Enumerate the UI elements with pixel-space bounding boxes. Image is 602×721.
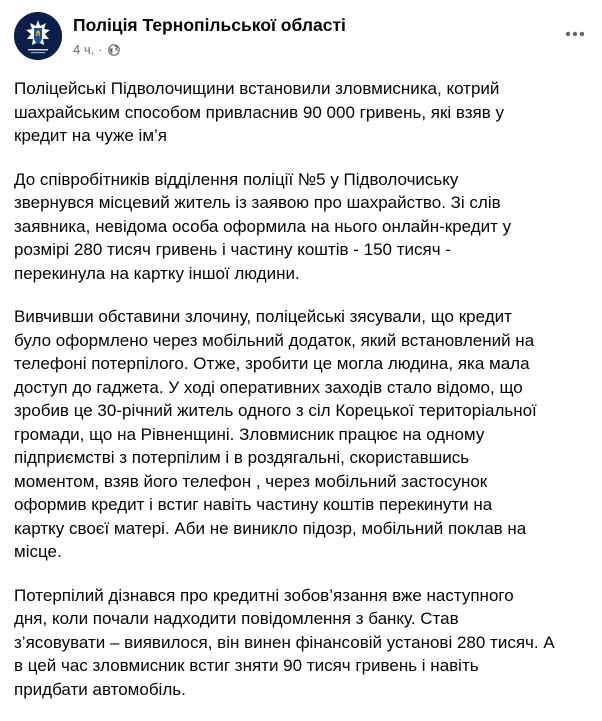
avatar[interactable] bbox=[14, 12, 62, 60]
post-paragraph-headline: Поліцейські Підволочищини встановили зловмисника, котрий шахрайським способом привласнив 90 000 гривень, які взяв у кредит на чуже ім’я bbox=[14, 79, 505, 145]
more-options-icon bbox=[565, 31, 585, 37]
post-meta bbox=[73, 42, 120, 57]
post-timestamp[interactable]: 4 ч. bbox=[73, 42, 95, 57]
more-options-button[interactable] bbox=[562, 24, 588, 44]
post-paragraph: До співробітників відділення поліції №5 у Підволочиську звернувся місцевий житель із заявою про шахрайство. Зі слів заявника, невідома особа оформила на нього онлайн-кредит у розмірі 280 тисяч гривень і частину коштів - 150 тисяч - перекинула на картку іншої людини. bbox=[14, 169, 512, 283]
post-paragraph: Вивчивши обставини злочину, поліцейські зясували, що кредит було оформлено через мобільний додаток, який встановлений на телефоні потерпілого. Отже, зробити це могла людина, яка мала доступ до гаджета. У ході оперативних заходів стало відомо, що зробив це 30-річний житель одного з сіл Корецької територіальної громади, що на Рівненщині. Зловмисник працює на одному підприємстві з потерпілим і в роздягальні, скориставшись моментом, взяв його телефон , через мобільний застосунок оформив кредит і встиг навіть частину коштів перекинути на картку своєї матері. Аби не виникло підозр, мобільний поклав на місце. bbox=[14, 307, 537, 561]
globe-icon[interactable] bbox=[108, 44, 120, 56]
post-header bbox=[14, 10, 588, 60]
post-paragraph: Потерпілий дізнався про кредитні зобов’язання вже наступного дня, коли почали надходити повідомлення з банку. Став з’ясовувати – виявилося, він винен фінансовій установі 280 тисяч. А в цей час зловмисник встиг зняти 90 тисяч гривень і навіть придбати автомобіль. bbox=[14, 585, 555, 699]
page-name-link[interactable]: Поліція Тернопільської області bbox=[73, 15, 346, 35]
police-badge-icon bbox=[14, 12, 62, 60]
post-text bbox=[14, 77, 596, 721]
meta-separator: · bbox=[98, 42, 103, 57]
